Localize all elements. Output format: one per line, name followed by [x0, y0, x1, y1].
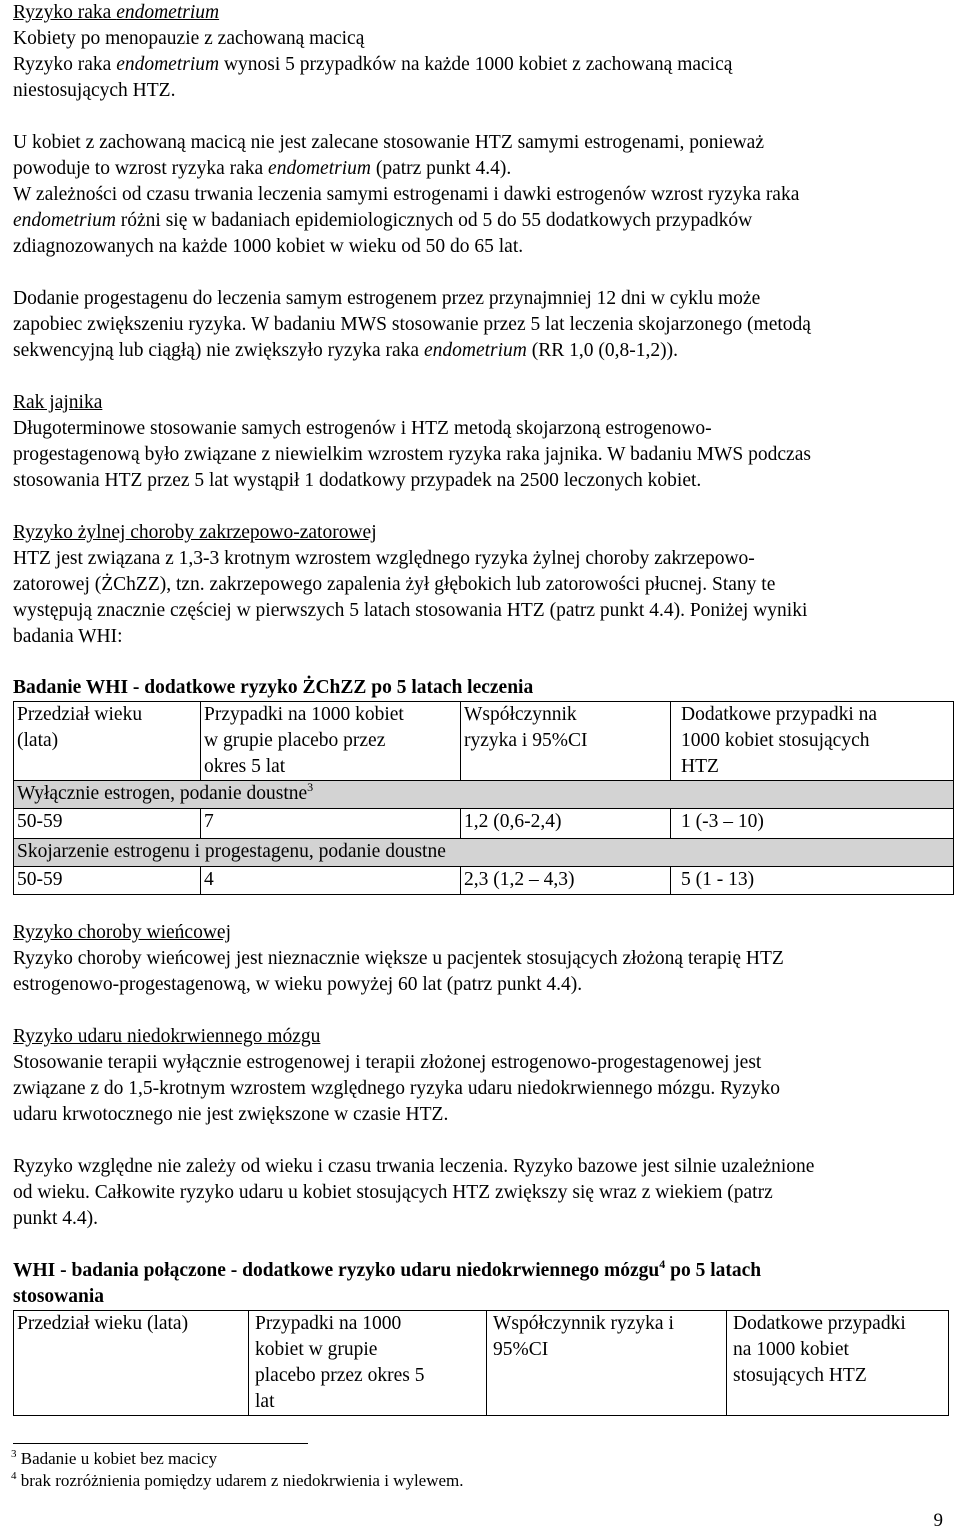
- whi-stroke-table: [13, 1310, 949, 1416]
- section-stroke-risk: [13, 1024, 948, 1128]
- table-title: Badanie WHI - dodatkowe ryzyko ŻChZZ po 5 latach leczenia: [13, 677, 534, 698]
- footnote-separator: [13, 1443, 308, 1444]
- paragraph-line: zatorowej (ŻChZZ), tzn. zakrzepowego zapalenia żył głębokich lub zatorowości płucnej. Stany te: [13, 574, 776, 595]
- paragraph-line: zdiagnozowanych na każde 1000 kobiet w wieku od 50 do 65 lat.: [13, 236, 524, 257]
- header-cell: Dodatkowe przypadki na 1000 kobiet stosujących HTZ: [671, 702, 954, 781]
- paragraph-line: związane z do 1,5-krotnym wzrostem względnego ryzyka udaru niedokrwiennego mózgu. Ryzyko: [13, 1078, 781, 1099]
- section-endometrial-cancer: [13, 0, 948, 104]
- table-header-row: [14, 1311, 949, 1416]
- paragraph-line: Ryzyko choroby wieńcowej jest nieznacznie większe u pacjentek stosujących złożoną terapię HTZ: [13, 948, 784, 969]
- paragraph-line: HTZ jest związana z 1,3-3 krotnym wzrostem względnego ryzyka żylnej choroby zakrzepowo-: [13, 548, 755, 569]
- header-cell: Przypadki na 1000 kobiet w grupie placebo przez okres 5 lat: [201, 702, 461, 781]
- paragraph-line: estrogenowo-progestagenową, w wieku powyżej 60 lat (patrz punkt 4.4).: [13, 974, 583, 995]
- section-heading: Ryzyko raka endometrium: [13, 2, 220, 23]
- paragraph-line: zapobiec zwiększeniu ryzyka. W badaniu MWS stosowanie przez 5 lat leczenia skojarzonego (metodą: [13, 314, 811, 335]
- paragraph-line: badania WHI:: [13, 626, 123, 647]
- paragraph-line: niestosujących HTZ.: [13, 80, 176, 101]
- paragraph-line: Dodanie progestagenu do leczenia samym estrogenem przez przynajmniej 12 dni w cyklu może: [13, 288, 761, 309]
- paragraph-line: Długoterminowe stosowanie samych estrogenów i HTZ metodą skojarzoną estrogenowo-: [13, 418, 712, 439]
- paragraph-stroke-age: [13, 1154, 948, 1232]
- footnotes: [11, 1448, 946, 1492]
- paragraph-line: powoduje to wzrost ryzyka raka endometrium (patrz punkt 4.4).: [13, 158, 512, 179]
- section-heading: Rak jajnika: [13, 392, 103, 413]
- paragraph-line: Ryzyko względne nie zależy od wieku i czasu trwania leczenia. Ryzyko bazowe jest silnie uzależnione: [13, 1156, 815, 1177]
- header-cell: Dodatkowe przypadki na 1000 kobiet stosujących HTZ: [727, 1311, 949, 1416]
- paragraph-line: progestagenową było związane z niewielkim wzrostem ryzyka raka jajnika. W badaniu MWS podczas: [13, 444, 811, 465]
- table-title: WHI - badania połączone - dodatkowe ryzyko udaru niedokrwiennego mózgu$^4$ po 5 latach stosowania: [13, 1257, 762, 1307]
- page-number: 9: [933, 1510, 943, 1531]
- paragraph-line: U kobiet z zachowaną macicą nie jest zalecane stosowanie HTZ samymi estrogenami, ponieważ: [13, 132, 764, 153]
- header-cell: Przedział wieku (lata): [14, 702, 201, 781]
- table-header-row: [14, 702, 954, 781]
- paragraph-progestagen: [13, 286, 948, 364]
- paragraph-line: W zależności od czasu trwania leczenia samymi estrogenami i dawki estrogenów wzrost ryzyka raka: [13, 184, 800, 205]
- paragraph-line: Ryzyko raka endometrium wynosi 5 przypadków na każde 1000 kobiet z zachowaną macicą: [13, 54, 733, 75]
- footnote: $^4$ brak rozróżnienia pomiędzy udarem z niedokrwienia i wylewem.: [11, 1470, 464, 1490]
- paragraph-line: Stosowanie terapii wyłącznie estrogenowej i terapii złożonej estrogenowo-progestagenowej jest: [13, 1052, 762, 1073]
- paragraph-line: od wieku. Całkowite ryzyko udaru u kobiet stosujących HTZ zwiększy się wraz z wiekiem (patrz: [13, 1182, 773, 1203]
- section-vte-risk: [13, 520, 948, 650]
- footnote: $^3$ Badanie u kobiet bez macicy: [11, 1448, 218, 1468]
- section-ovarian-cancer: [13, 390, 948, 494]
- paragraph-line: sekwencyjną lub ciągłą) nie zwiększyło ryzyka raka endometrium (RR 1,0 (0,8-1,2)).: [13, 340, 678, 361]
- paragraph-line: endometrium różni się w badaniach epidemiologicznych od 5 do 55 dodatkowych przypadków: [13, 210, 753, 231]
- table-group-row: Skojarzenie estrogenu i progestagenu, podanie doustne: [14, 839, 954, 867]
- paragraph-line: Kobiety po menopauzie z zachowaną macicą: [13, 28, 365, 49]
- header-cell: Przedział wieku (lata): [14, 1311, 249, 1416]
- header-cell: Współczynnik ryzyka i 95%CI: [461, 702, 671, 781]
- section-coronary-risk: [13, 920, 948, 998]
- section-heading: Ryzyko udaru niedokrwiennego mózgu: [13, 1026, 321, 1047]
- table-row: 50-59 4 2,3 (1,2 – 4,3) 5 (1 - 13): [14, 867, 954, 895]
- table-row: 50-59 7 1,2 (0,6-2,4) 1 (-3 – 10): [14, 809, 954, 839]
- paragraph-line: udaru krwotocznego nie jest zwiększone w czasie HTZ.: [13, 1104, 449, 1125]
- section-heading: Ryzyko żylnej choroby zakrzepowo-zatorowej: [13, 522, 377, 543]
- section-heading: Ryzyko choroby wieńcowej: [13, 922, 231, 943]
- header-cell: Współczynnik ryzyka i 95%CI: [487, 1311, 727, 1416]
- paragraph-line: występują znacznie częściej w pierwszych 5 latach stosowania HTZ (patrz punkt 4.4). Poniżej wyniki: [13, 600, 808, 621]
- paragraph-line: stosowania HTZ przez 5 lat wystąpił 1 dodatkowy przypadek na 2500 leczonych kobiet.: [13, 470, 702, 491]
- paragraph-estrogen-risk: [13, 130, 948, 260]
- header-cell: Przypadki na 1000 kobiet w grupie placebo przez okres 5 lat: [249, 1311, 487, 1416]
- paragraph-line: punkt 4.4).: [13, 1208, 99, 1229]
- whi-vte-table: [13, 701, 954, 895]
- table-group-row: Wyłącznie estrogen, podanie doustne$^3$: [14, 781, 954, 809]
